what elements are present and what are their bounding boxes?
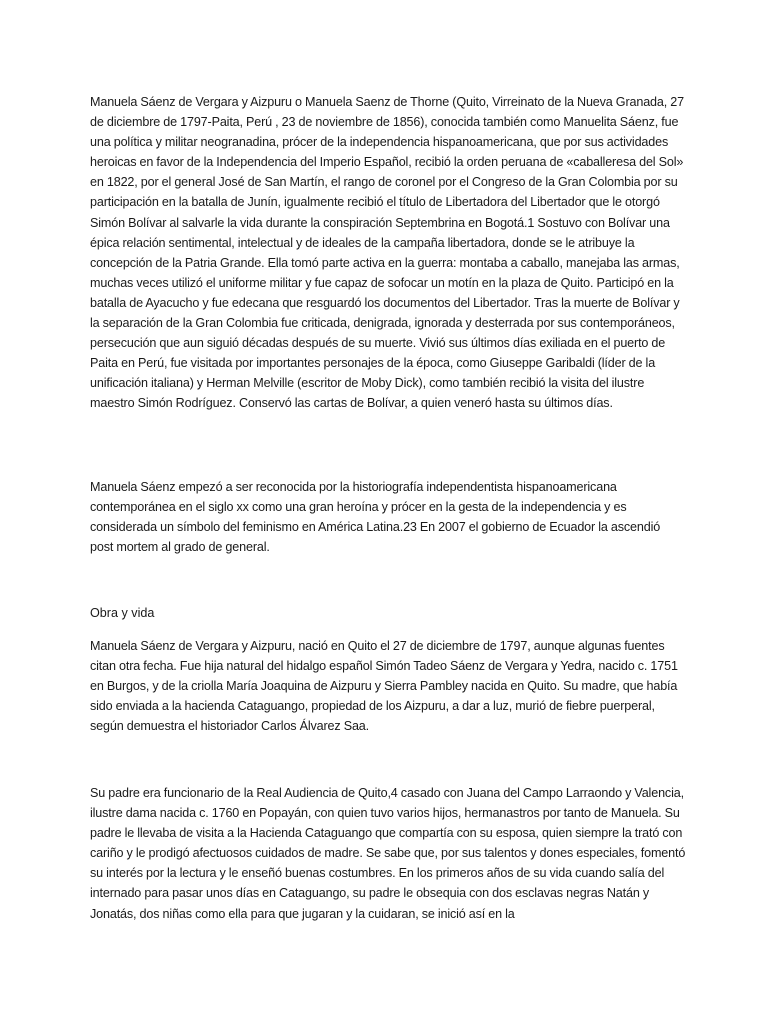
section-heading: Obra y vida bbox=[90, 606, 155, 620]
paragraph-birth: Manuela Sáenz de Vergara y Aizpuru, nació en Quito el 27 de diciembre de 1797, aunque algunas fuentes citan otra fecha. Fue hija natural del hidalgo español Simón Tadeo Sáenz de Vergara y Yedra, nacido c. 1751 en Burgos, y de la criolla María Joaquina de Aizpuru y Sierra Pambley nacida en Quito. Su madre, que había sido enviada a la hacienda Cataguango, propiedad de los Aizpuru, a dar a luz, murió de fiebre puerperal, según demuestra el historiador Carlos Álvarez Saa. bbox=[90, 639, 678, 734]
paragraph-recognition: Manuela Sáenz empezó a ser reconocida por la historiografía independentista hispanoamericana contemporánea en el siglo xx como una gran heroína y prócer en la gesta de la independencia y es considerada un símbolo del feminismo en América Latina.23 En 2007 el gobierno de Ecuador la ascendió post mortem al grado de general. bbox=[90, 480, 661, 555]
paragraph-intro: Manuela Sáenz de Vergara y Aizpuru o Manuela Saenz de Thorne (Quito, Virreinato de la Nueva Granada, 27 de diciembre de 1797-Paita, Perú , 23 de noviembre de 1856), conocida también como Manuelita Sáenz, fue una política y militar neogranadina, prócer de la independencia hispanoamericana, que por sus actividades heroicas en favor de la Independencia del Imperio Español, recibió la orden peruana de «caballeresa del Sol» en 1822, por el general José de San Martín, el rango de coronel por el Congreso de la Gran Colombia por su participación en la batalla de Junín, igualmente recibió el título de Libertadora del Libertador que le otorgó Simón Bolívar al salvarle la vida durante la conspiración Septembrina en Bogotá.1 Sostuvo con Bolívar una épica relación sentimental, intelectual y de ideales de la campaña libertadora, donde se le atribuye la concepción de la Patria Grande. Ella tomó parte activa en la guerra: montaba a caballo, manejaba las armas, muchas veces utilizó el uniforme militar y fue capaz de sofocar un motín en la plaza de Quito. Participó en la batalla de Ayacucho y fue edecana que resguardó los documentos del Libertador. Tras la muerte de Bolívar y la separación de la Gran Colombia fue criticada, denigrada, ignorada y desterrada por sus contemporáneos, persecución que aun siguió décadas después de su muerte. Vivió sus últimos días exiliada en el puerto de Paita en Perú, fue visitada por importantes personajes de la época, como Giuseppe Garibaldi (líder de la unificación italiana) y Herman Melville (escritor de Moby Dick), como también recibió la visita del ilustre maestro Simón Rodríguez. Conservó las cartas de Bolívar, a quien veneró hasta su últimos días. bbox=[90, 95, 684, 411]
paragraph-father: Su padre era funcionario de la Real Audiencia de Quito,4 casado con Juana del Campo Larraondo y Valencia, ilustre dama nacida c. 1760 en Popayán, con quien tuvo varios hijos, hermanastros por tanto de Manuela. Su padre le llevaba de visita a la Hacienda Cataguango que compartía con su esposa, quien siempre la trató con cariño y le prodigó afectuosos cuidados de madre. Se sabe que, por sus talentos y dones especiales, fomentó su interés por la lectura y le enseñó buenas costumbres. En los primeros años de su vida cuando salía del internado para pasar unos días en Cataguango, su padre le obsequia con dos esclavas negras Natán y Jonatás, dos niñas como ella para que jugaran y la cuidaran, se inició así en la bbox=[90, 786, 686, 921]
